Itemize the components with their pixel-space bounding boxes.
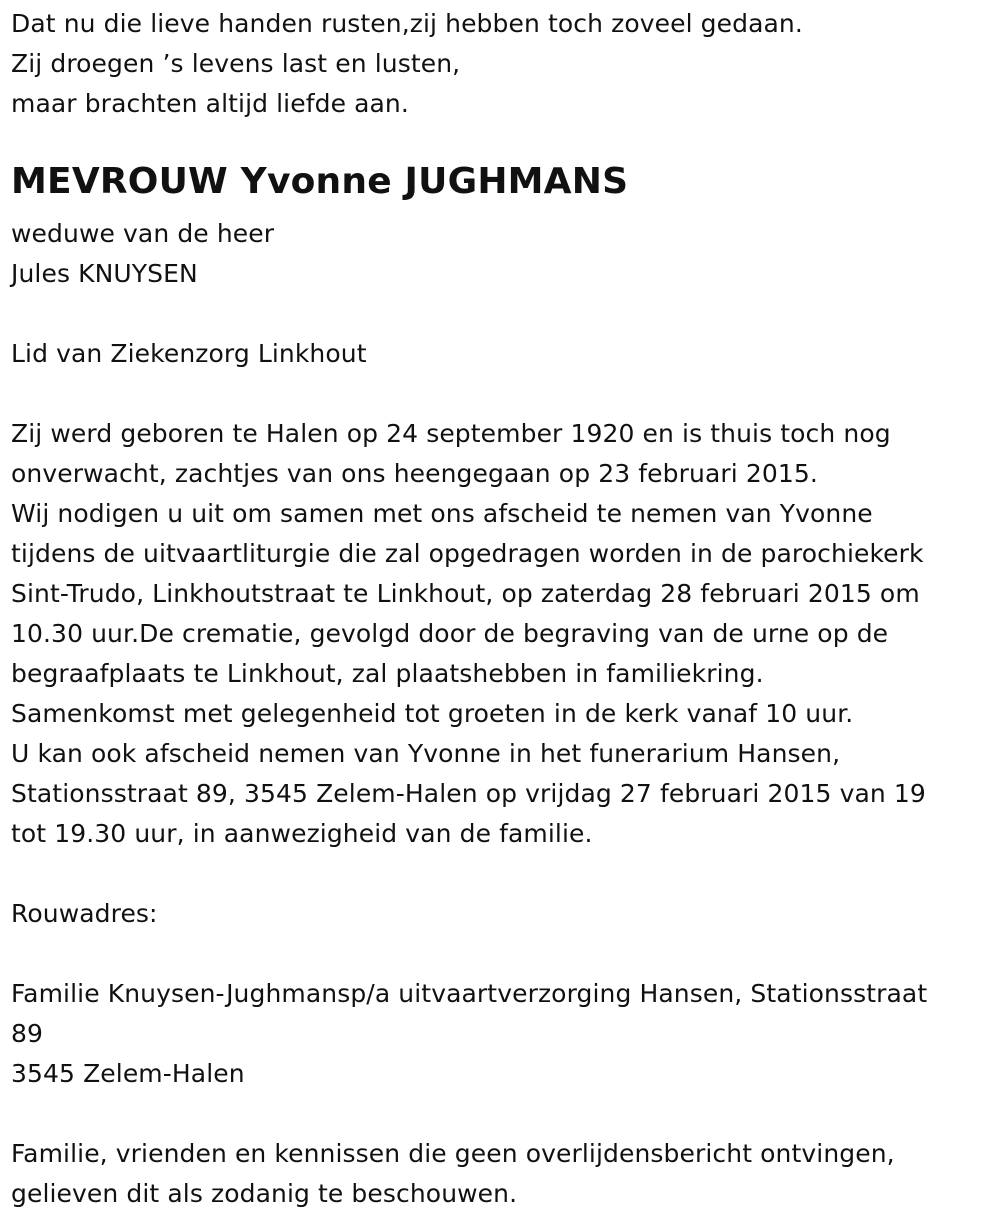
body-line: U kan ook afscheid nemen van Yvonne in het funerarium Hansen, bbox=[11, 739, 841, 768]
closing-note bbox=[11, 1134, 991, 1214]
spouse-line: weduwe van de heer bbox=[11, 219, 275, 248]
address-line: Familie Knuysen-Jughmansp/a uitvaartverzorging Hansen, Stationsstraat bbox=[11, 979, 928, 1008]
body-line: begraafplaats te Linkhout, zal plaatshebben in familiekring. bbox=[11, 659, 764, 688]
spacer bbox=[11, 934, 991, 974]
spacer bbox=[11, 294, 991, 334]
spouse-line: Jules KNUYSEN bbox=[11, 259, 198, 288]
body-line: Zij werd geboren te Halen op 24 september 1920 en is thuis toch nog bbox=[11, 419, 891, 448]
spacer bbox=[11, 854, 991, 894]
body-line: Wij nodigen u uit om samen met ons afscheid te nemen van Yvonne bbox=[11, 499, 873, 528]
body-line: tijdens de uitvaartliturgie die zal opgedragen worden in de parochiekerk bbox=[11, 539, 924, 568]
deceased-name: MEVROUW Yvonne JUGHMANS bbox=[11, 161, 629, 202]
body-line: Stationsstraat 89, 3545 Zelem-Halen op vrijdag 27 februari 2015 van 19 bbox=[11, 779, 926, 808]
body-line: 10.30 uur.De crematie, gevolgd door de begraving van de urne op de bbox=[11, 619, 889, 648]
body-line: onverwacht, zachtjes van ons heengegaan op 23 februari 2015. bbox=[11, 459, 818, 488]
spacer bbox=[11, 374, 991, 414]
poem bbox=[11, 4, 991, 124]
address-line: 3545 Zelem-Halen bbox=[11, 1059, 245, 1088]
poem-line: Zij droegen ’s levens last en lusten, bbox=[11, 49, 461, 78]
membership: Lid van Ziekenzorg Linkhout bbox=[11, 339, 367, 368]
poem-line: maar brachten altijd liefde aan. bbox=[11, 89, 409, 118]
body-line: Sint-Trudo, Linkhoutstraat te Linkhout, op zaterdag 28 februari 2015 om bbox=[11, 579, 920, 608]
poem-line: Dat nu die lieve handen rusten,zij hebben toch zoveel gedaan. bbox=[11, 9, 803, 38]
body-line: Samenkomst met gelegenheid tot groeten in de kerk vanaf 10 uur. bbox=[11, 699, 854, 728]
address-line: 89 bbox=[11, 1019, 44, 1048]
body-text bbox=[11, 414, 991, 854]
closing-line: gelieven dit als zodanig te beschouwen. bbox=[11, 1179, 518, 1208]
spouse-info bbox=[11, 214, 991, 294]
closing-line: Familie, vrienden en kennissen die geen overlijdensbericht ontvingen, bbox=[11, 1139, 895, 1168]
mourning-address bbox=[11, 974, 991, 1094]
spacer bbox=[11, 1094, 991, 1134]
obituary-document bbox=[11, 4, 991, 1214]
body-line: tot 19.30 uur, in aanwezigheid van de familie. bbox=[11, 819, 593, 848]
address-label: Rouwadres: bbox=[11, 899, 158, 928]
